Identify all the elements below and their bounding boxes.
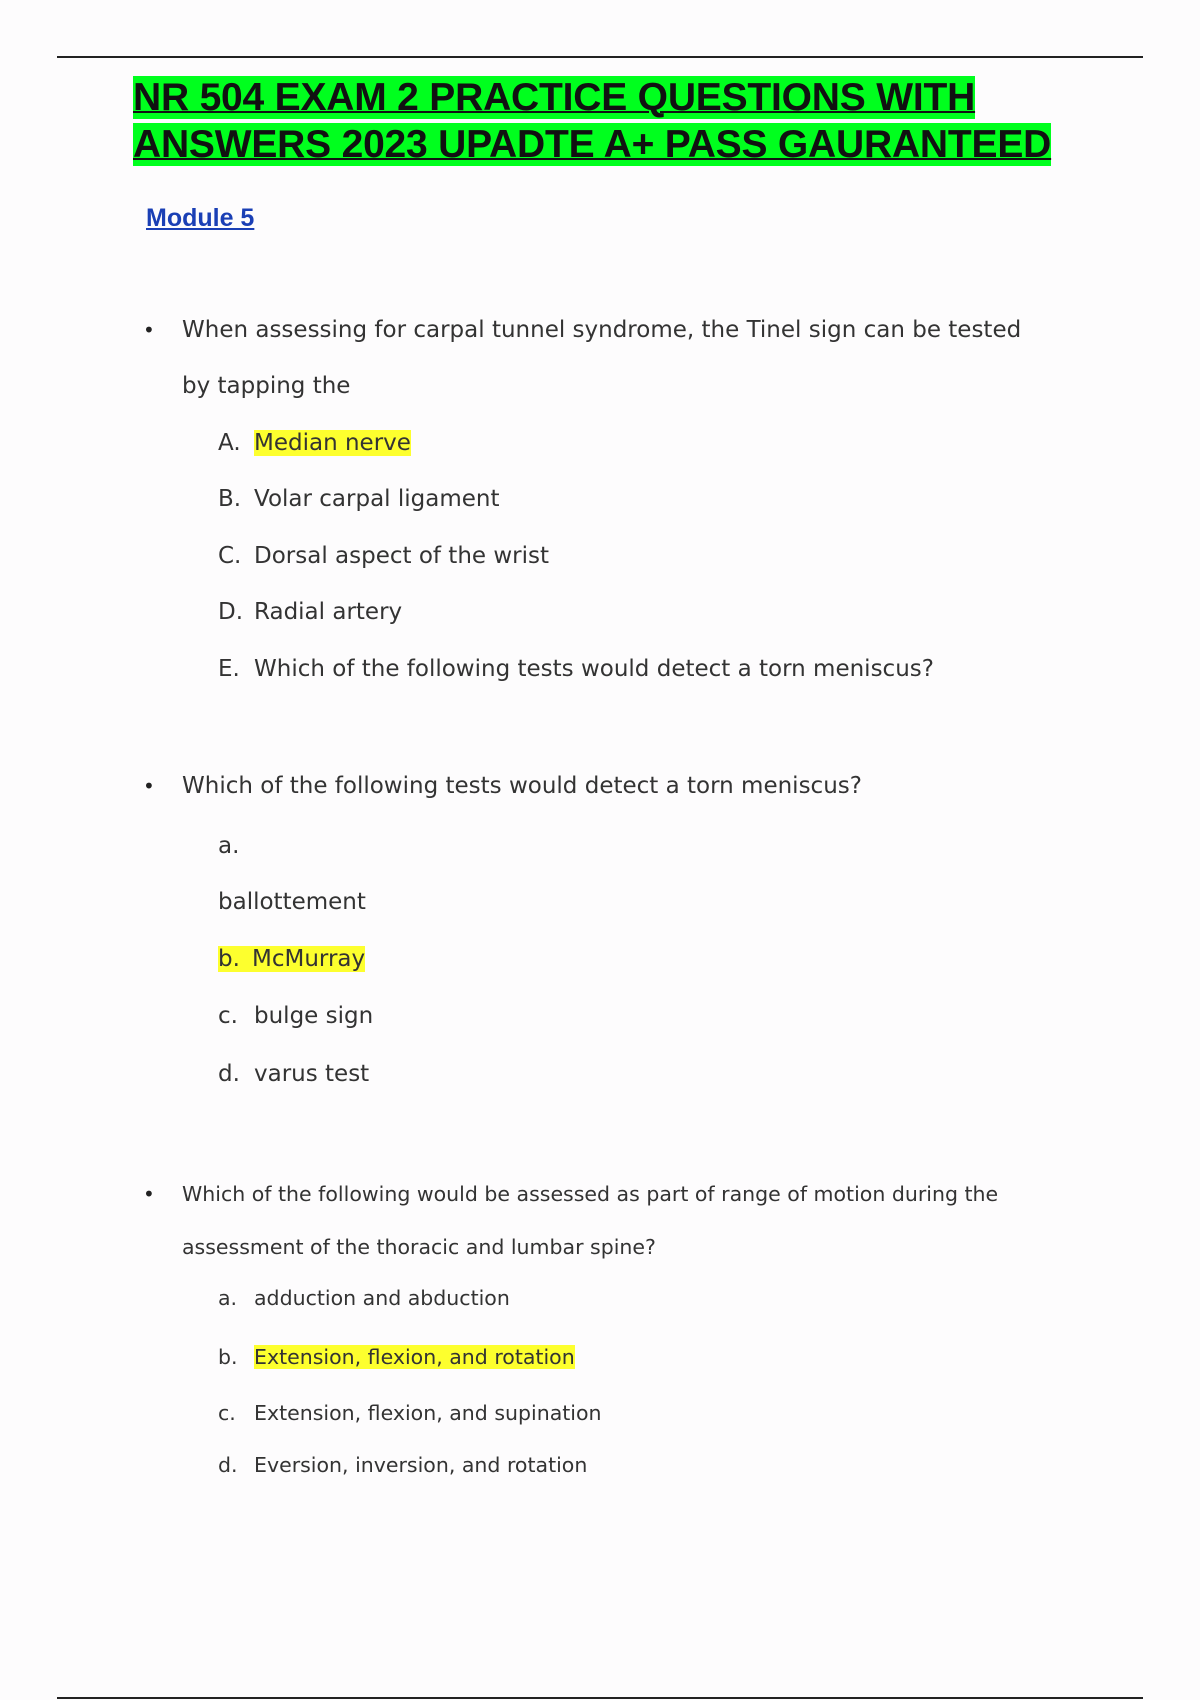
bullet-icon: • [143, 318, 155, 342]
option-3d: d. Eversion, inversion, and rotation [218, 1453, 588, 1477]
module-heading-link[interactable]: Module 5 [146, 204, 255, 232]
option-1c: C. Dorsal aspect of the wrist [218, 543, 550, 569]
option-1a: A. Median nerve [218, 430, 411, 456]
option-1e: E. Which of the following tests would detect a torn meniscus? [218, 656, 934, 682]
question-3-line-1: Which of the following would be assessed as part of range of motion during the [182, 1182, 999, 1206]
option-2b [218, 946, 365, 972]
question-1-line-2: by tapping the [182, 373, 351, 399]
question-2-line-1: Which of the following tests would detect a torn meniscus? [182, 773, 862, 799]
option-1b: B. Volar carpal ligament [218, 486, 500, 512]
option-3c: c. Extension, flexion, and supination [218, 1401, 602, 1425]
bullet-icon: • [143, 774, 155, 798]
correct-answer: Median nerve [254, 430, 411, 456]
question-1-line-1: When assessing for carpal tunnel syndrome, the Tinel sign can be tested [182, 317, 1022, 343]
option-3b: b. Extension, flexion, and rotation [218, 1345, 575, 1369]
question-3-line-2: assessment of the thoracic and lumbar spine? [182, 1235, 656, 1259]
option-2a: a. [218, 833, 240, 859]
option-2c: c. bulge sign [218, 1003, 374, 1029]
document-title [133, 74, 1123, 168]
option-3a: a. adduction and abduction [218, 1286, 510, 1310]
option-1d: D. Radial artery [218, 599, 403, 625]
option-2a-text: ballottement [218, 889, 366, 915]
correct-answer: Extension, flexion, and rotation [254, 1345, 575, 1369]
title-line-1: NR 504 EXAM 2 PRACTICE QUESTIONS WITH [133, 76, 976, 119]
option-2d: d. varus test [218, 1061, 370, 1087]
correct-answer: b. McMurray [218, 946, 366, 972]
bottom-rule [57, 1697, 1143, 1699]
top-rule [57, 56, 1143, 58]
title-line-2: ANSWERS 2023 UPADTE A+ PASS GAURANTEED [133, 123, 1052, 166]
bullet-icon: • [143, 1182, 155, 1206]
